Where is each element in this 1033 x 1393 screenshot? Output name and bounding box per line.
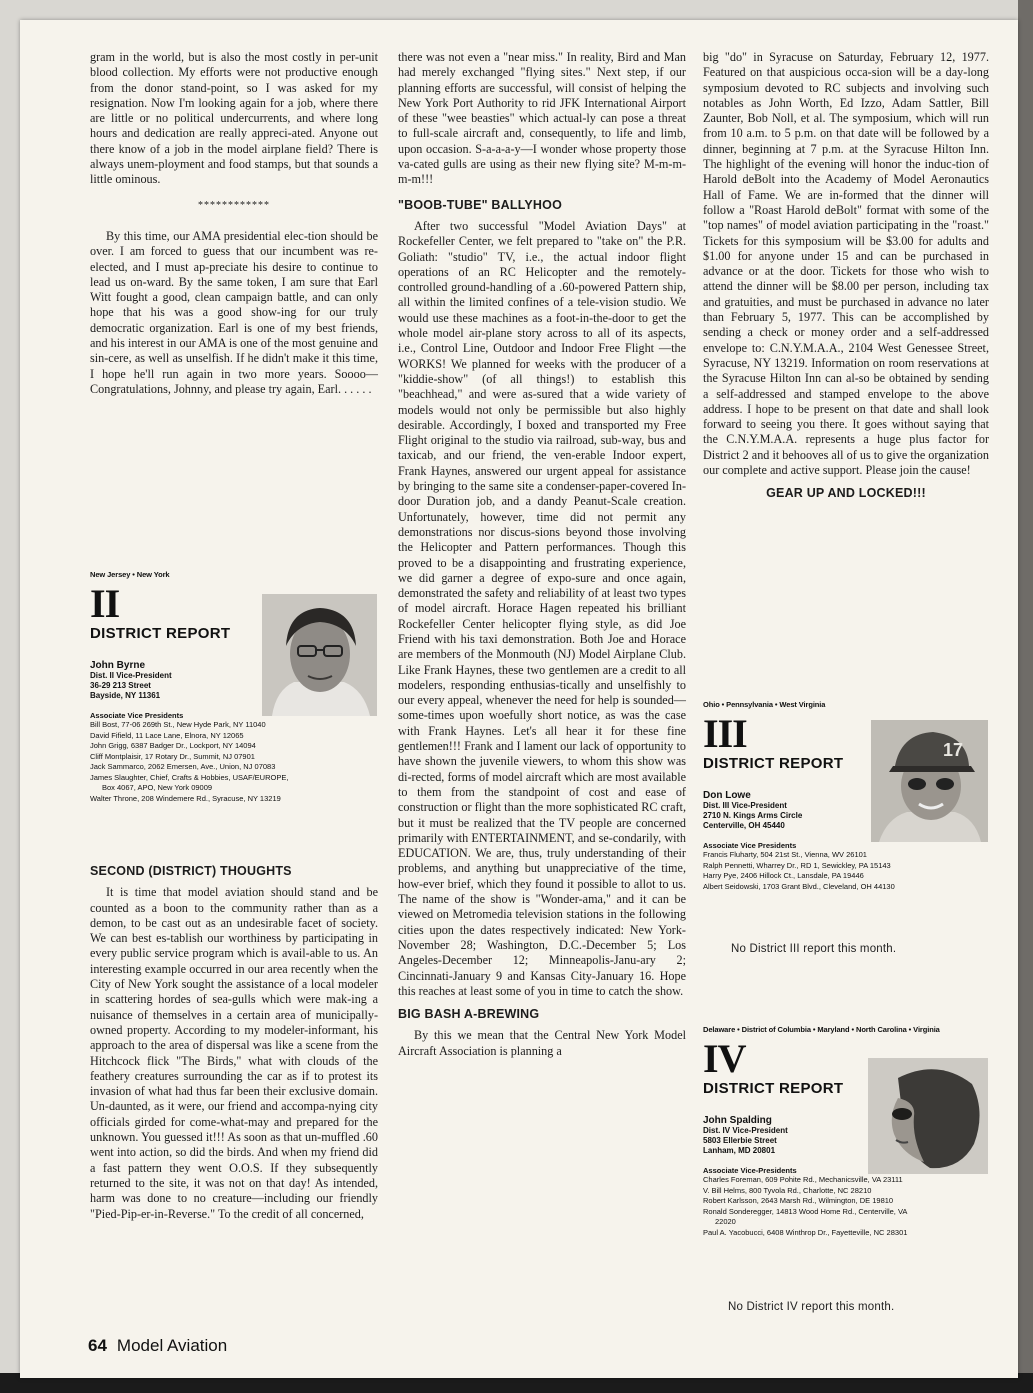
district-2-assoc-item: Bill Bost, 77-06 269th St., New Hyde Park, NY 11040 xyxy=(90,720,266,729)
portrait-man-cap xyxy=(871,720,988,842)
district-2-vp-city: Bayside, NY 11361 xyxy=(90,691,161,700)
district-2-assoc-heading: Associate Vice Presidents xyxy=(90,711,184,720)
district-4-assoc-item: Charles Foreman, 609 Pohite Rd., Mechanicsville, VA 23111 xyxy=(703,1175,903,1184)
district-4-no-report: No District IV report this month. xyxy=(728,1301,895,1313)
district-2-title: DISTRICT REPORT xyxy=(90,625,231,642)
portrait-man-sunglasses xyxy=(868,1058,988,1174)
district-3-states: Ohio • Pennsylvania • West Virginia xyxy=(703,700,826,709)
district-3-assoc-heading: Associate Vice Presidents xyxy=(703,841,797,850)
paragraph-big-bash: By this we mean that the Central New York Model Aircraft Association is planning a xyxy=(398,1028,686,1058)
district-4-assoc-item: Paul A. Yacobucci, 6408 Winthrop Dr., Fayetteville, NC 28301 xyxy=(703,1227,908,1237)
photo-john-byrne xyxy=(262,594,377,716)
district-4-numeral: IV xyxy=(703,1036,746,1081)
district-3-assoc-item: Ralph Pennetti, Wharrey Dr., RD 1, Sewickley, PA 15143 xyxy=(703,860,891,870)
district-4-vp-street: 5803 Ellerbie Street xyxy=(703,1136,777,1145)
photo-don-lowe xyxy=(871,720,988,842)
district-2-states: New Jersey • New York xyxy=(90,570,170,579)
paragraph-election: By this time, our AMA presidential elec-tion should be over. I am forced to guess that our incumbent was re-elected, and I must ap-preciate his desire to continue to lead us on-ward. By the same token, I am sure that Earl Witt fought a good, clean campaign battle, and can only hope that his was a good show-ing for our truly democratic organization. Earl is one of my best friends, and his interest in our AMA is one of the most genuine and sin-cere, as well as unselfish. If he didn't make it this time, I hope he'll run again in two more years. Soooo—Congratulations, Johnny, and please try again, Earl. . . . . . xyxy=(90,228,378,396)
district-3-title: DISTRICT REPORT xyxy=(703,755,844,772)
column-1-lower xyxy=(90,858,378,1222)
svg-text:17: 17 xyxy=(943,740,964,760)
photo-john-spalding xyxy=(868,1058,988,1174)
paragraph-boob-tube: After two successful "Model Aviation Days" at Rockefeller Center, we felt prepared to "take on" the P.R. Goliath: "studio" TV, i.e., the actual indoor flight operations of an RC Helicopter and the remotely-controlled ground-handling of a .60-powered Pattern ship, all within the limited confines of a tele-vision studio. We would use these machines as a foot-in-the-door to get the whole model air-plane story across to all of its aspects, i.e., Control Line, Outdoor and Indoor Free Flight —the WORKS! We planned for weeks with the producer of a "kiddie-show" (of all things!) to establish this "beachhead," and were as-sured that a wide variety of models would not only be permissible but also highly desirable. Accordingly, I boxed and transported my Free Flight original to the studio via railroad, sub-way, bus and taxicab, and our friend, the ven-erable Indoor expert, Frank Haynes, answered our urgent appeal for assistance by bringing to the same site a condenser-paper-covered In-door Duration job, and a dandy Peanut-Scale creation. Unfortunately, however, time did not permit any demonstrations nor discus-sions beyond those involving the Helicopter and Pattern performances. Though this proved to be a disappointing and frustrating experience, we did garner a degree of expo-sure and once again, demonstrated the safety and reliability of at least two types of model aircraft. Horace Hagen repeated his brilliant Rockefeller Center helicopter flying style, as did Joe Friend with his taxi demonstration. Both Joe and Horace are members of the Monmouth (NJ) Model Airplane Club. Like Frank Haynes, these two gentlemen are a credit to all modelers, responding enthusias-tically and unselfishly to our every appeal, whenever the need for help is sounded—some-times upon woefully short notice, as was the case with Frank Haynes. Let's all hear it for these fine gentlemen!!! Frank and I lament our lack of opportunity to have shown the juvenile viewers, to whom this show was di-rected, forms of model aircraft which are most available to them from the standpoint of cost and ease of construction or flight than the more sophisticated RC craft, but it must be realized that the TV people are concerned primarily with ENTERTAINMENT, and se-condarily, with EDUCATION. We are, thus, truly understanding of their problems, and anything but unappreciative of the time, how-ever brief, which they found it possible to allot to us. The name of the show is "Wonder-ama," and it can be viewed on Metromedia television stations in the following cities upon the dates respectively indicated: New York-November 28; Washington, D.C.-December 5; Los Angeles-December 12; Minneapolis-Janu-ary 2; Cincinnati-January 9 and Kansas City-January 16. Hope this reaches at least some of you in time to catch the show. xyxy=(398,218,686,998)
district-4-states: Delaware • District of Columbia • Maryland • North Carolina • Virginia xyxy=(703,1025,940,1034)
district-2-assoc-item: Walter Throne, 208 Windemere Rd., Syracuse, NY 13219 xyxy=(90,793,281,803)
district-4-vp-title: Dist. IV Vice-President xyxy=(703,1126,788,1135)
district-4-vp-name: John Spalding xyxy=(703,1115,772,1126)
district-4-assoc-item: V. Bill Helms, 800 Tyvola Rd., Charlotte, NC 28210 xyxy=(703,1185,872,1195)
scan-edge-right xyxy=(1018,0,1033,1393)
page-number: 64 xyxy=(88,1336,107,1355)
paragraph-job: gram in the world, but is also the most costly in per-unit blood collection. My efforts were not productive enough from the donor stand-point, so I was asked for my resignation. Now I'm looking again for a job, where there are little or no political undercurrents, and where long hours and dedication are really appreci-ated. Anyone out there know of a job in the model airplane field? There is always unem-ployment and food stamps, but that sounds a little ominous. xyxy=(90,50,378,187)
heading-second-thoughts: SECOND (DISTRICT) THOUGHTS xyxy=(90,864,292,878)
portrait-man-glasses xyxy=(262,594,377,716)
district-3-assoc-item: Harry Pye, 2406 Hillock Ct., Lansdale, PA 19446 xyxy=(703,871,864,880)
district-3-vp-title: Dist. III Vice-President xyxy=(703,801,787,810)
district-2-vp-name: John Byrne xyxy=(90,660,146,671)
district-3-assoc-item: Francis Fluharty, 504 21st St., Vienna, WV 26101 xyxy=(703,850,867,859)
district-3-numeral: III xyxy=(703,711,747,756)
district-2-assoc-item: Cliff Montplaisir, 17 Rotary Dr., Summit, NJ 07901 xyxy=(90,751,255,761)
column-1 xyxy=(90,50,378,397)
district-4-assoc-heading: Associate Vice-Presidents xyxy=(703,1166,797,1175)
district-2-numeral: II xyxy=(90,581,120,626)
section-divider: ************ xyxy=(198,199,270,211)
heading-gear-up: GEAR UP AND LOCKED!!! xyxy=(766,486,926,501)
paragraph-syracuse: big "do" in Syracuse on Saturday, February 12, 1977. Featured on that auspicious occa-sion will be a day-long symposium devoted to RC subjects and involving such notables as John Worth, Ed Izzo, Adam Sattler, Bill Zaunter, Bob Noll, et al. The symposium, which will run from 10 a.m. to 5 p.m. on that date will be followed by a dinner, beginning at 7 p.m. at the Syracuse Hilton Inn. The highlight of the evening will honor the induc-tion of Harold deBolt into the Academy of Model Aeronautics Hall of Fame. We are in-formed that the dinner will follow a "Roast Harold deBolt" format with some of the "top names" of model aviation participating in the "roast." Tickets for this symposium will be $3.00 for adults and $1.00 for anyone under 15 and can be purchased in advance or at the door. Tickets for those who wish to attend the dinner will be $8.00 per person, including tax and gratuities, and must be purchased in advance no later than February 5, 1977. This can be accomplished by sending a check or money order and a self-addressed envelope to: C.N.Y.M.A.A., 2104 West Genessee Street, Syracuse, NY 13219. Information on room reservations at the Syracuse Hilton Inn can al-so be obtained by sending a self-addressed and stamped envelope to the above address. I hope to be present on that date and shall look forward to seeing you there. It goes without saying that the C.N.Y.M.A.A. represents a huge plus factor for District 2 and it behooves all of us to give the organization our complete and active support. Please join the cause! xyxy=(703,50,989,478)
district-2-vp-street: 36-29 213 Street xyxy=(90,681,151,690)
district-4-assoc-item: Ronald Sonderegger, 14813 Wood Home Rd., Centerville, VA xyxy=(703,1206,908,1216)
district-4-vp-city: Lanham, MD 20801 xyxy=(703,1146,776,1155)
district-3-no-report: No District III report this month. xyxy=(731,943,897,955)
magazine-name: Model Aviation xyxy=(116,1336,228,1355)
district-2-assoc-item: John Grigg, 6387 Badger Dr., Lockport, NY 14094 xyxy=(90,741,256,750)
magazine-page xyxy=(20,20,1018,1378)
district-2-assoc-item: David Fifield, 11 Lace Lane, Elnora, NY 12065 xyxy=(90,730,244,740)
paragraph-near-miss: there was not even a "near miss." In reality, Bird and Man had merely exchanged "flying sites." Next step, if our planning efforts are successful, will consist of helping the New York Port Authority to rid JFK International Airport of these "wee beasties" which actual-ly can pose a threat to full-scale aircraft and, consequently, to life and limb, upon occasion. S-a-a-a-y—I wonder whose property those va-cated gulls are using as their new flying site? M-m-m-m-m!!! xyxy=(398,50,686,187)
district-2-vp-title: Dist. II Vice-President xyxy=(90,671,172,680)
district-3-vp-city: Centerville, OH 45440 xyxy=(703,821,785,830)
column-3 xyxy=(703,50,989,510)
district-3-vp-street: 2710 N. Kings Arms Circle xyxy=(703,811,803,820)
district-3-vp-name: Don Lowe xyxy=(703,790,751,801)
district-2-assoc-item: James Slaughter, Chief, Crafts & Hobbies, USAF/EUROPE, xyxy=(90,772,289,782)
district-3-assoc-item: Albert Seidowski, 1703 Grant Blvd., Cleveland, OH 44130 xyxy=(703,881,895,891)
district-4-assoc-item: Robert Karlsson, 2643 Marsh Rd., Wilmington, DE 19810 xyxy=(703,1196,894,1205)
district-4-title: DISTRICT REPORT xyxy=(703,1080,844,1097)
heading-boob-tube: "BOOB-TUBE" BALLYHOO xyxy=(398,197,563,212)
district-4-assoc-item: 22020 xyxy=(715,1217,736,1226)
column-2 xyxy=(398,50,686,1059)
page-footer xyxy=(88,1336,227,1356)
heading-big-bash: BIG BASH A-BREWING xyxy=(398,1007,540,1022)
district-2-assoc-item: Jack Sammarco, 2062 Emersen, Ave., Union, NJ 07083 xyxy=(90,762,276,771)
district-2-assoc-item: Box 4067, APO, New York 09009 xyxy=(102,783,213,792)
paragraph-second-thoughts: It is time that model aviation should stand and be counted as a boon to the community rather than as a demon, to be cast out as an undesirable facet of society. We can best es-tablish our worthiness by participating in every public service program which is avail-able to us. An interesting example occurred in our area recently when the City of New York sought the assistance of a local modeler in scattering hordes of sea-gulls which were mak-ing a nuisance of themselves in a certain area of municipally-owned property. According to my modeler-informant, his approach to the area of dispersal was like a scene from the Hitchcock flick "The Birds," what with clouds of the feathery creatures surrounding the car as if to protest its invasion of what had thus far been their exclusive domain. Un-daunted, as it were, our friend and accompa-nying city officials girded for come-what-may and prepared for the unknown. You guessed it!!! As soon as that un-muffled .60 went into action, so did the birds. And when my friend did a fast pattern they went O.O.S. If they subsequently returned to the site, it was not on that day! As intended, harm was done to no creature—including our friendly "Pied-Pip-er-in-Reverse." To the credit of all concerned, xyxy=(90,885,378,1221)
